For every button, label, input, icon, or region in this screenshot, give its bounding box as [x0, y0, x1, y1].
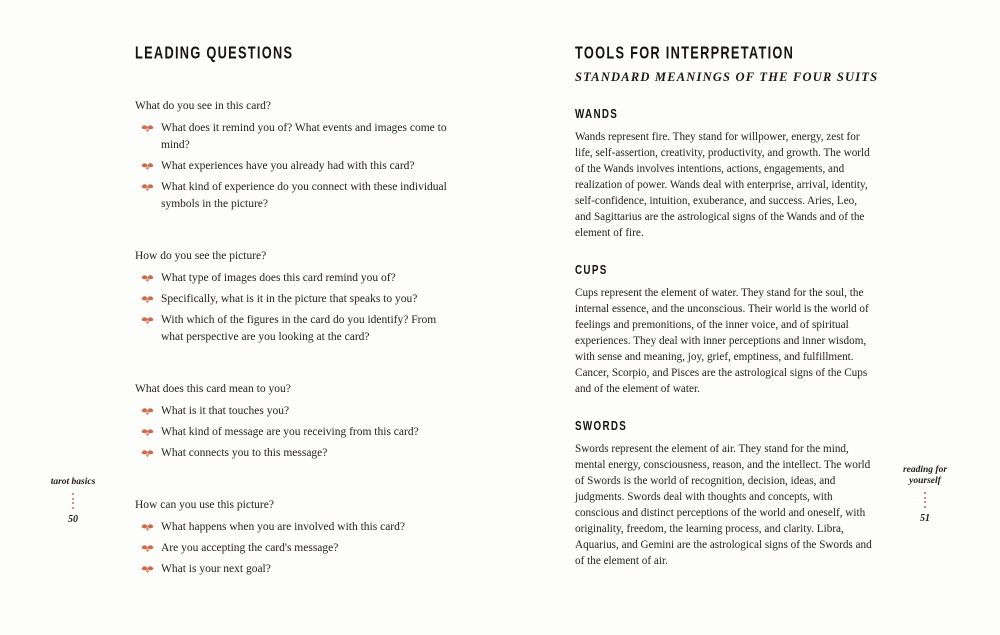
question-group-intro: What do you see in this card?	[135, 100, 272, 112]
suit-section-body: Cups represent the element of water. They stand for the soul, the internal essence, and the unconscious. Their world is the world of feelings and premonitions, of the inner voice, and of spiritual experiences. They deal with inner perceptions and inner wisdom, with sense and meaning, joy, grief, emptiness, and fulfillment. Cancer, Scorpio, and Pisces are the astrological signs of the Cups and of the element of water.	[575, 287, 869, 395]
question-group-intro: What does this card mean to you?	[135, 383, 291, 395]
list-item	[135, 270, 450, 287]
question-text: What experiences have you already had with this card?	[161, 160, 415, 172]
question-text: What kind of experience do you connect with these individual symbols in the picture?	[161, 181, 447, 210]
suit-section-wands	[575, 105, 875, 241]
question-text: What kind of message are you receiving from this card?	[161, 426, 419, 438]
question-group	[135, 248, 450, 346]
lotus-bullet-icon	[141, 316, 154, 325]
question-text: Are you accepting the card's message?	[161, 542, 339, 554]
question-group	[135, 497, 450, 578]
right-page-title: TOOLS FOR INTERPRETATION	[575, 44, 795, 63]
list-item	[135, 291, 450, 308]
question-group-intro: How do you see the picture?	[135, 250, 267, 262]
lotus-bullet-icon	[141, 124, 154, 133]
question-text: What happens when you are involved with this card?	[161, 521, 405, 533]
list-item	[135, 403, 450, 420]
suit-section-title: SWORDS	[575, 418, 628, 434]
lotus-bullet-icon	[141, 162, 154, 171]
lotus-bullet-icon	[141, 428, 154, 437]
question-text: What does it remind you of? What events and images come to mind?	[161, 122, 447, 151]
list-item	[135, 120, 450, 154]
question-group	[135, 381, 450, 462]
suit-section-title: CUPS	[575, 262, 608, 278]
list-item	[135, 158, 450, 175]
suit-section-title: WANDS	[575, 106, 619, 122]
list-item	[135, 561, 450, 578]
question-text: Specifically, what is it in the picture that speaks to you?	[161, 293, 418, 305]
list-item	[135, 540, 450, 557]
left-folio	[27, 477, 119, 525]
lotus-bullet-icon	[141, 407, 154, 416]
page-subtitle: STANDARD MEANINGS OF THE FOUR SUITS	[575, 70, 879, 84]
suit-section-body: Wands represent fire. They stand for willpower, energy, zest for life, self-assertion, creativity, productivity, and growth. The world of the Wands involves intentions, actions, engagements, and realization of power. Wands deal with enterprise, arrival, identity, self-confidence, intuition, exuberance, and success. Aries, Leo, and Sagittarius are the astrological signs of the Wands and of the element of fire.	[575, 131, 870, 239]
question-text: What type of images does this card remind you of?	[161, 272, 396, 284]
lotus-bullet-icon	[141, 449, 154, 458]
suit-section-cups	[575, 261, 875, 397]
list-item	[135, 179, 450, 213]
left-page-title: LEADING QUESTIONS	[135, 44, 294, 63]
right-folio	[879, 465, 971, 524]
lotus-bullet-icon	[141, 183, 154, 192]
list-item	[135, 424, 450, 441]
right-book-page	[575, 44, 879, 569]
question-text: What is it that touches you?	[161, 405, 290, 417]
list-item	[135, 312, 450, 346]
question-text: What is your next goal?	[161, 563, 271, 575]
list-item	[135, 519, 450, 536]
suit-section-body: Swords represent the element of air. They stand for the mind, mental energy, consciousness, reason, and the intellect. The world of Swords is the world of recognition, decision, ideas, and judgments. Swords deal with thoughts and concepts, with conscious and distinct perceptions of the world and oneself, with originality, freedom, the learning process, and clarity. Libra, Aquarius, and Gemini are the astrological signs of the Swords and of the element of air.	[575, 443, 872, 567]
question-text: With which of the figures in the card do you identify? From what perspective are you looking at the card?	[161, 314, 437, 343]
question-group-intro: How can you use this picture?	[135, 499, 274, 511]
question-group	[135, 98, 450, 213]
left-page-number: 50	[68, 513, 78, 525]
lotus-bullet-icon	[141, 544, 154, 553]
dotted-divider	[879, 492, 971, 508]
lotus-bullet-icon	[141, 274, 154, 283]
right-folio-label: reading for yourself	[902, 465, 948, 486]
question-text: What connects you to this message?	[161, 447, 328, 459]
lotus-bullet-icon	[141, 523, 154, 532]
left-folio-label: tarot basics	[50, 477, 96, 487]
lotus-bullet-icon	[141, 565, 154, 574]
dotted-divider	[27, 493, 119, 509]
lotus-bullet-icon	[141, 295, 154, 304]
list-item	[135, 445, 450, 462]
left-book-page	[135, 45, 450, 582]
suit-section-swords	[575, 417, 875, 569]
right-page-number: 51	[920, 512, 930, 524]
